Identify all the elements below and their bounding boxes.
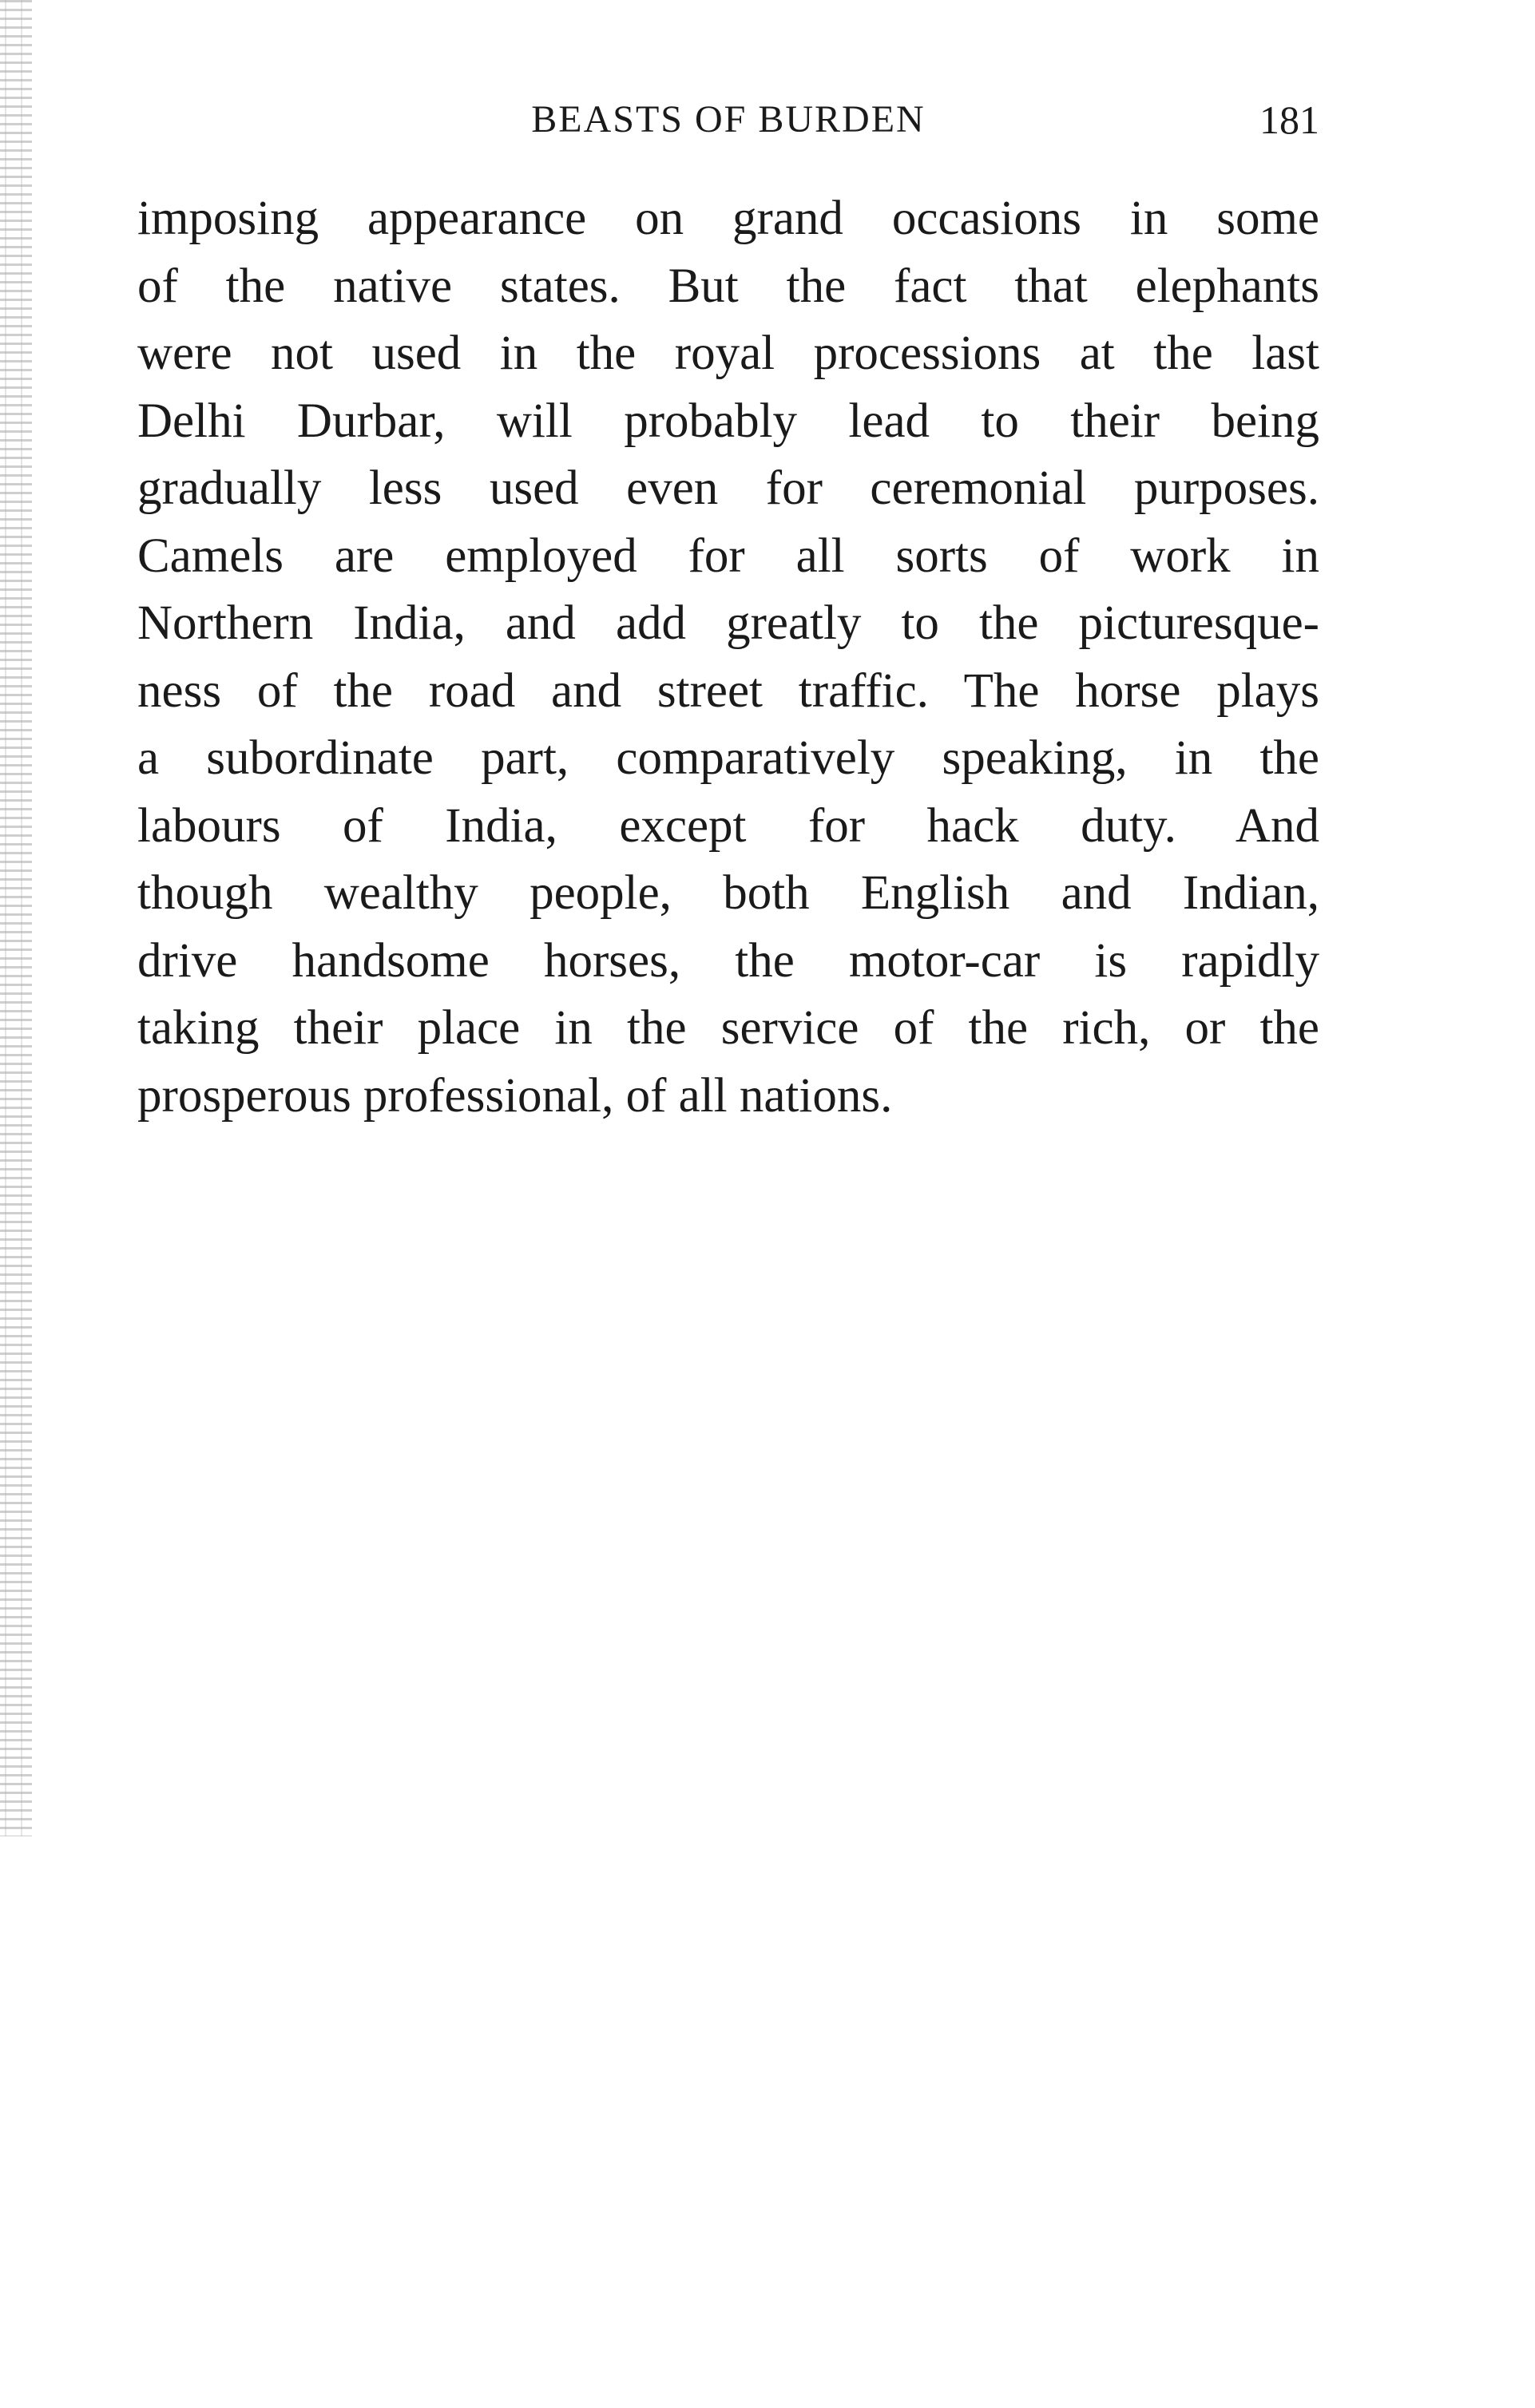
text-line: ness of the road and street traffic. The horse plays [137,663,1319,718]
text-line: a subordinate part, comparatively speaking, in the [137,731,1319,785]
text-line: gradually less used even for ceremonial purposes. [137,461,1319,515]
running-head [137,94,1319,145]
text-line: drive handsome horses, the motor-car is rapidly [137,933,1319,988]
text-line: of the native states. But the fact that elephants [137,259,1319,313]
text-line: taking their place in the service of the rich, or the [137,1001,1319,1055]
text-line: Northern India, and add greatly to the picturesque- [137,596,1319,650]
text-line: though wealthy people, both English and Indian, [137,866,1319,920]
text-line: were not used in the royal processions at the last [137,327,1319,380]
text-line: Delhi Durbar, will probably lead to their being [137,394,1319,448]
text-line: labours of India, except for hack duty. And [137,798,1319,853]
body-paragraph [137,185,1319,1130]
scan-binding-edge [0,0,32,1836]
page-number: 181 [1259,97,1319,142]
text-line: Camels are employed for all sorts of work in [137,529,1319,583]
text-line: prosperous professional, of all nations. [137,1068,893,1123]
text-line: imposing appearance on grand occasions in some [137,192,1319,245]
running-title: BEASTS OF BURDEN [531,98,926,141]
